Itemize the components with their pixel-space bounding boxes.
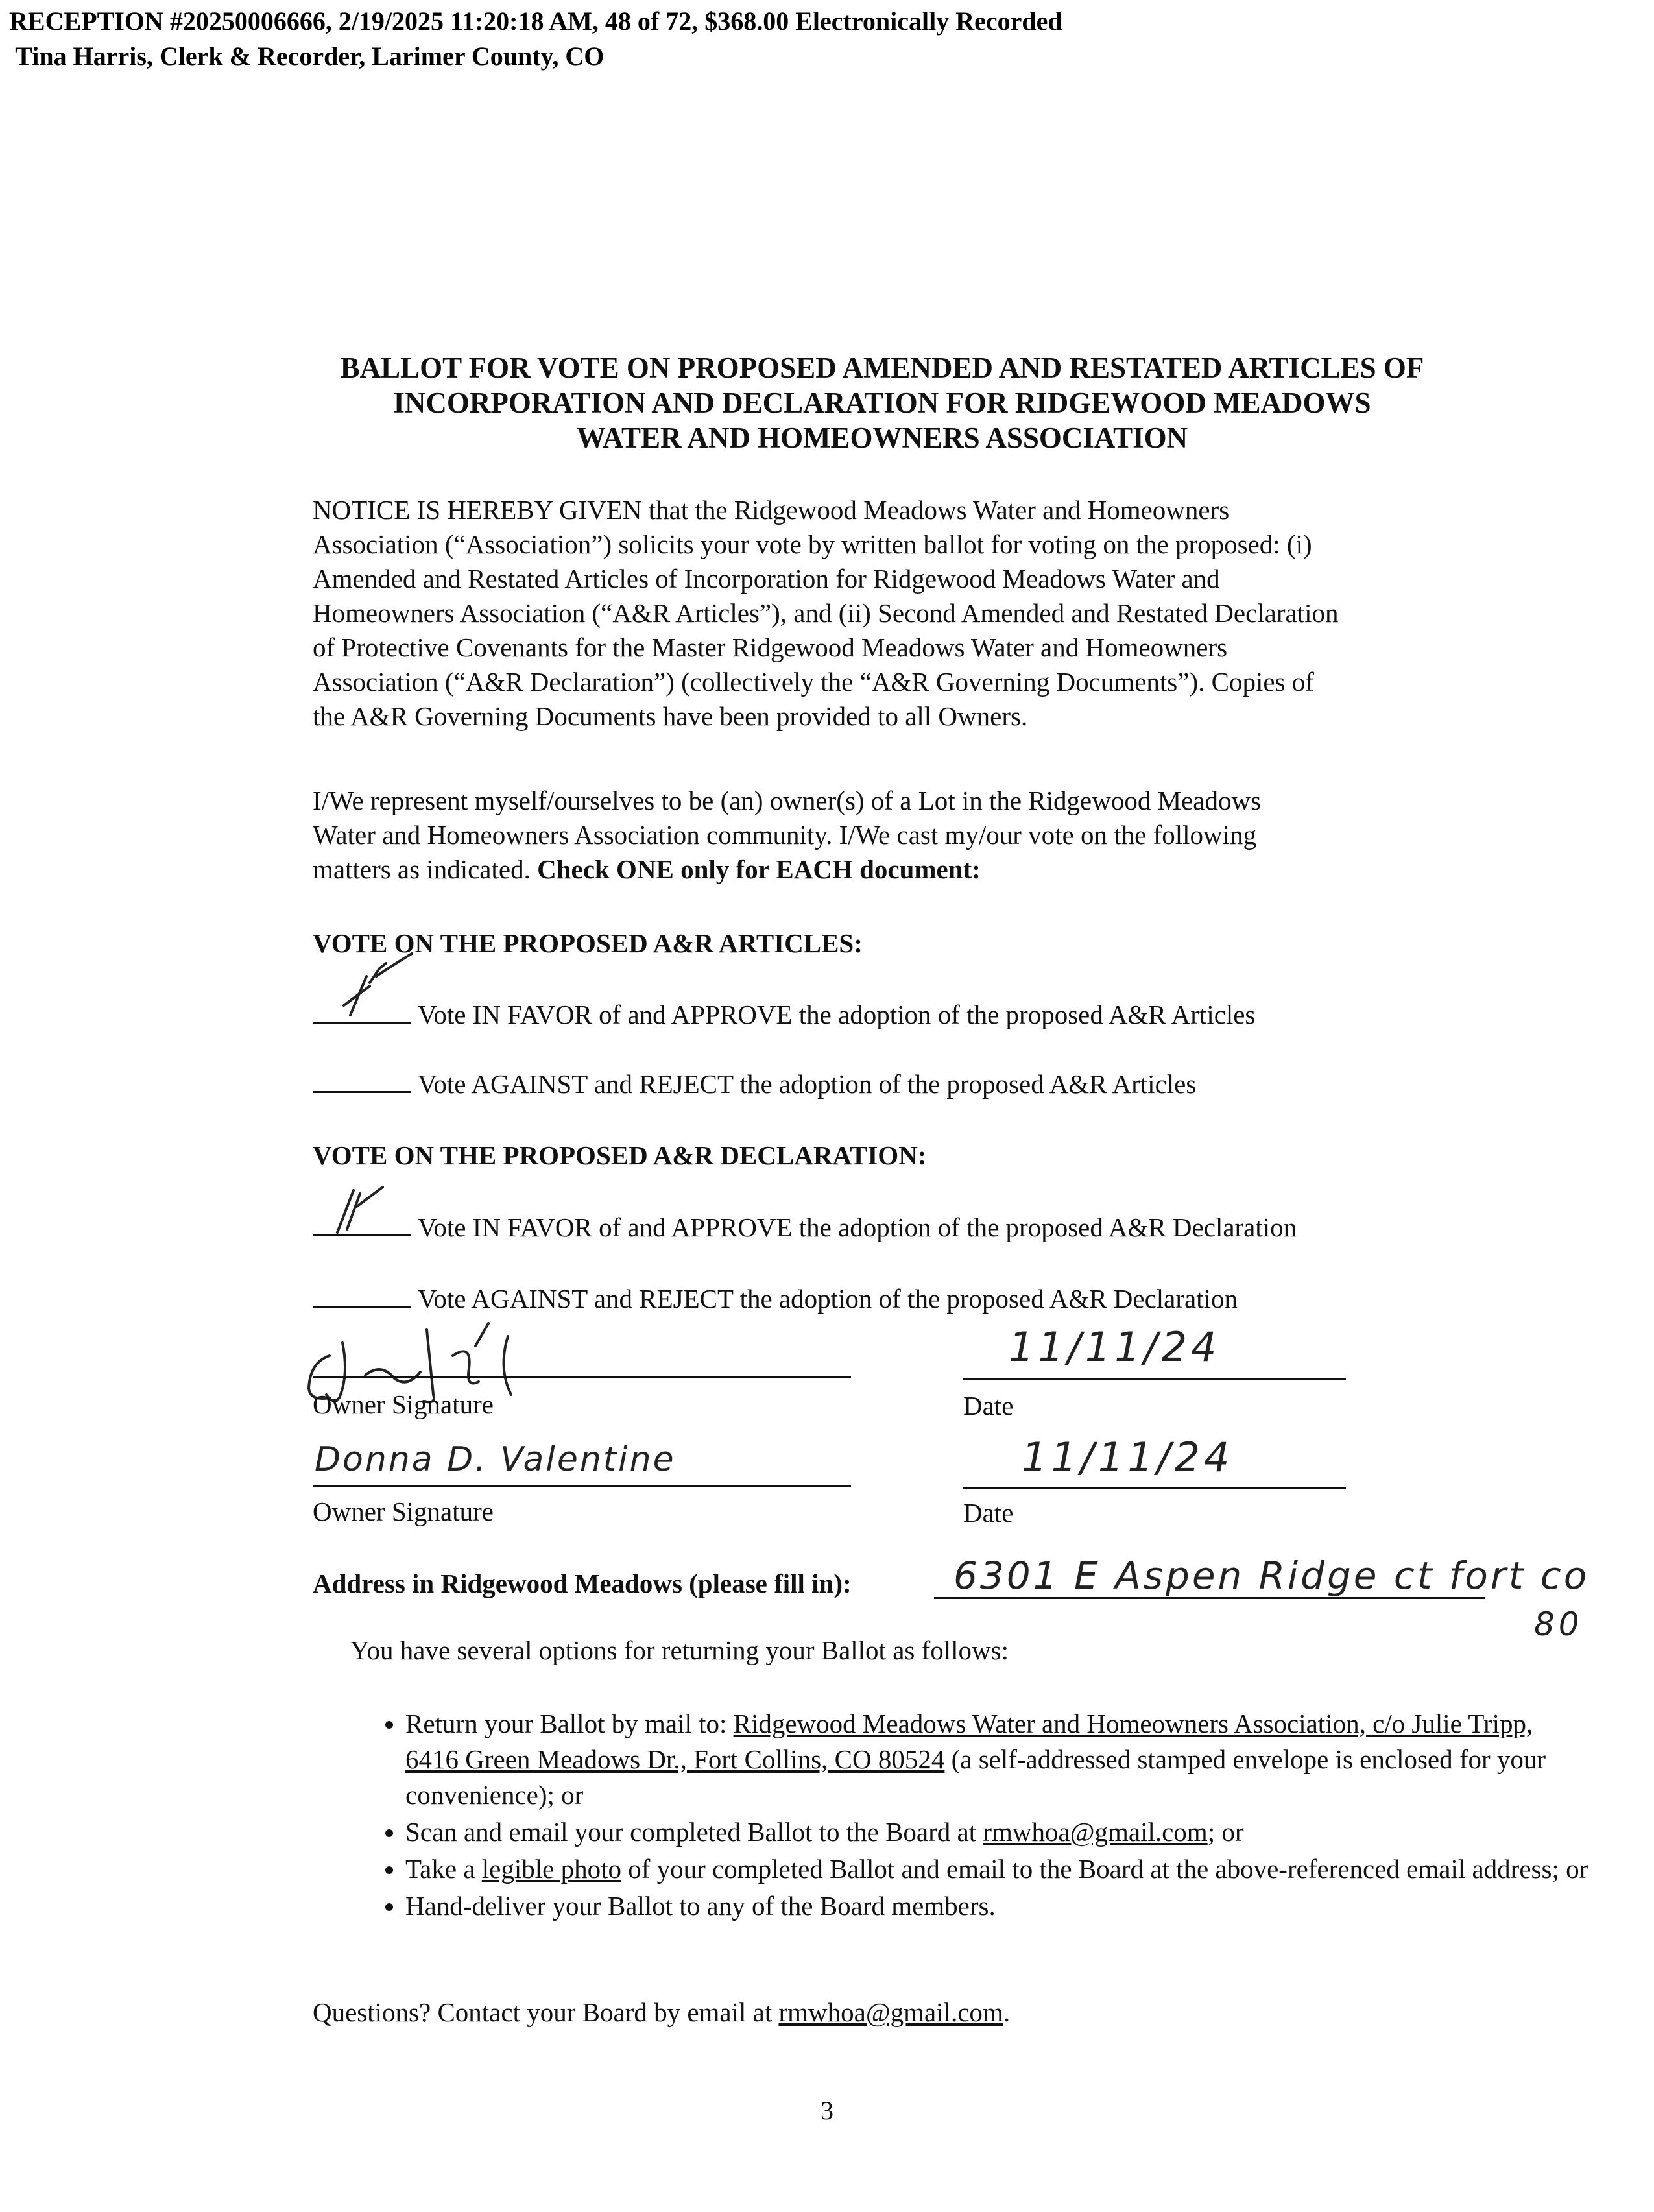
articles-against-label: Vote AGAINST and REJECT the adoption of the proposed A&R Articles: [418, 1069, 1197, 1099]
articles-against-blank[interactable]: [313, 1069, 411, 1093]
option-hand-deliver: • Hand-deliver your Ballot to any of the Board members.: [405, 1888, 1592, 1924]
address-value-suffix: 80: [1534, 1605, 1583, 1643]
recording-line-2: Tina Harris, Clerk & Recorder, Larimer County, CO: [9, 42, 605, 71]
date-line-1[interactable]: [963, 1378, 1346, 1380]
articles-favor-checkmark: [305, 950, 448, 1022]
option-text: Scan and email your completed Ballot to the Board at: [405, 1817, 983, 1847]
option-text: Take a: [405, 1854, 482, 1884]
returning-options-list: [360, 1706, 1592, 1925]
notice-line: of Protective Covenants for the Master Ridgewood Meadows Water and Homeowners: [313, 632, 1228, 662]
declaration-heading: VOTE ON THE PROPOSED A&R DECLARATION:: [313, 1140, 927, 1170]
owner-signature-2: Donna D. Valentine: [315, 1440, 676, 1479]
questions-text: .: [1003, 1997, 1011, 2027]
articles-heading: VOTE ON THE PROPOSED A&R ARTICLES:: [313, 928, 863, 958]
date-label-1: Date: [963, 1391, 1014, 1421]
option-text: Return your Ballot by mail to:: [405, 1709, 734, 1738]
questions-line: [313, 1995, 1010, 2030]
questions-text: Questions? Contact your Board by email at: [313, 1997, 779, 2027]
date-line-2[interactable]: [963, 1487, 1346, 1489]
notice-line: NOTICE IS HEREBY GIVEN that the Ridgewood Meadows Water and Homeowners: [313, 495, 1230, 525]
recording-stamp: [9, 4, 1062, 74]
date-value-1: 11/11/24: [1009, 1323, 1221, 1371]
date-value-2: 11/11/24: [1022, 1434, 1234, 1481]
declaration-against-option[interactable]: [313, 1282, 1238, 1316]
owner-signature-line-2[interactable]: [313, 1485, 851, 1487]
represent-line: I/We represent myself/ourselves to be (an) owner(s) of a Lot in the Ridgewood Meadows: [313, 786, 1262, 815]
notice-line: the A&R Governing Documents have been provided to all Owners.: [313, 701, 1028, 731]
declaration-against-label: Vote AGAINST and REJECT the adoption of the proposed A&R Declaration: [418, 1284, 1238, 1314]
articles-favor-label: Vote IN FAVOR of and APPROVE the adoption of the proposed A&R Articles: [418, 1000, 1256, 1029]
title-line-3: WATER AND HOMEOWNERS ASSOCIATION: [576, 422, 1188, 454]
owner-signature-label-1: Owner Signature: [313, 1389, 494, 1419]
articles-against-option[interactable]: [313, 1067, 1196, 1101]
recording-line-1: RECEPTION #20250006666, 2/19/2025 11:20:18 AM, 48 of 72, $368.00 Electronically Recorded: [9, 6, 1062, 36]
instruction-bold: Check ONE only for EACH document:: [537, 854, 981, 884]
page-number: 3: [821, 2096, 833, 2125]
represent-line: [313, 852, 1532, 887]
articles-favor-option[interactable]: [313, 998, 1255, 1032]
option-photo: [405, 1851, 1592, 1887]
questions-email-link[interactable]: rmwhoa@gmail.com: [778, 1997, 1003, 2027]
ballot-title: [298, 350, 1466, 455]
option-text: (a self-addressed stamped envelope is enclosed for your convenience); or: [405, 1744, 1546, 1810]
address-line[interactable]: [934, 1597, 1485, 1599]
represent-line: Water and Homeowners Association community. I/We cast my/our vote on the following: [313, 820, 1257, 850]
declaration-favor-option[interactable]: [313, 1210, 1297, 1245]
represent-text: matters as indicated.: [313, 854, 538, 884]
declaration-favor-checkmark: [324, 1168, 415, 1239]
declaration-against-blank[interactable]: [313, 1284, 411, 1308]
mail-address: Ridgewood Meadows Water and Homeowners Association, c/o Julie Tripp, 6416 Green Meadows Dr., Fort Collins, CO 80524: [405, 1709, 1533, 1774]
returning-intro: You have several options for returning your Ballot as follows:: [350, 1635, 1009, 1665]
owner-signature-label-2: Owner Signature: [313, 1497, 494, 1526]
declaration-favor-label: Vote IN FAVOR of and APPROVE the adoption of the proposed A&R Declaration: [418, 1212, 1297, 1242]
address-value: 6301 E Aspen Ridge ct fort co: [953, 1554, 1590, 1598]
option-text: of your completed Ballot and email to the Board at the above-referenced email address; or: [621, 1854, 1588, 1884]
notice-paragraph: [313, 493, 1532, 734]
notice-line: Association (“A&R Declaration”) (collectively the “A&R Governing Documents”). Copies of: [313, 667, 1314, 697]
notice-line: Homeowners Association (“A&R Articles”), and (ii) Second Amended and Restated Declaration: [313, 598, 1339, 628]
board-email-link[interactable]: rmwhoa@gmail.com: [983, 1817, 1208, 1847]
owner-signature-line-1[interactable]: [313, 1376, 851, 1378]
address-label: Address in Ridgewood Meadows (please fill in):: [313, 1569, 852, 1598]
legible-photo-text: legible photo: [481, 1854, 621, 1884]
represent-paragraph: [313, 784, 1532, 887]
option-text: ; or: [1207, 1817, 1244, 1847]
title-line-2: INCORPORATION AND DECLARATION FOR RIDGEWOOD MEADOWS: [393, 387, 1371, 419]
title-line-1: BALLOT FOR VOTE ON PROPOSED AMENDED AND RESTATED ARTICLES OF: [340, 352, 1424, 384]
notice-line: Amended and Restated Articles of Incorporation for Ridgewood Meadows Water and: [313, 564, 1220, 594]
option-mail: [405, 1706, 1592, 1813]
date-label-2: Date: [963, 1498, 1014, 1528]
notice-line: Association (“Association”) solicits your vote by written ballot for voting on the proposed: (i): [313, 529, 1312, 559]
option-scan: [405, 1814, 1592, 1850]
